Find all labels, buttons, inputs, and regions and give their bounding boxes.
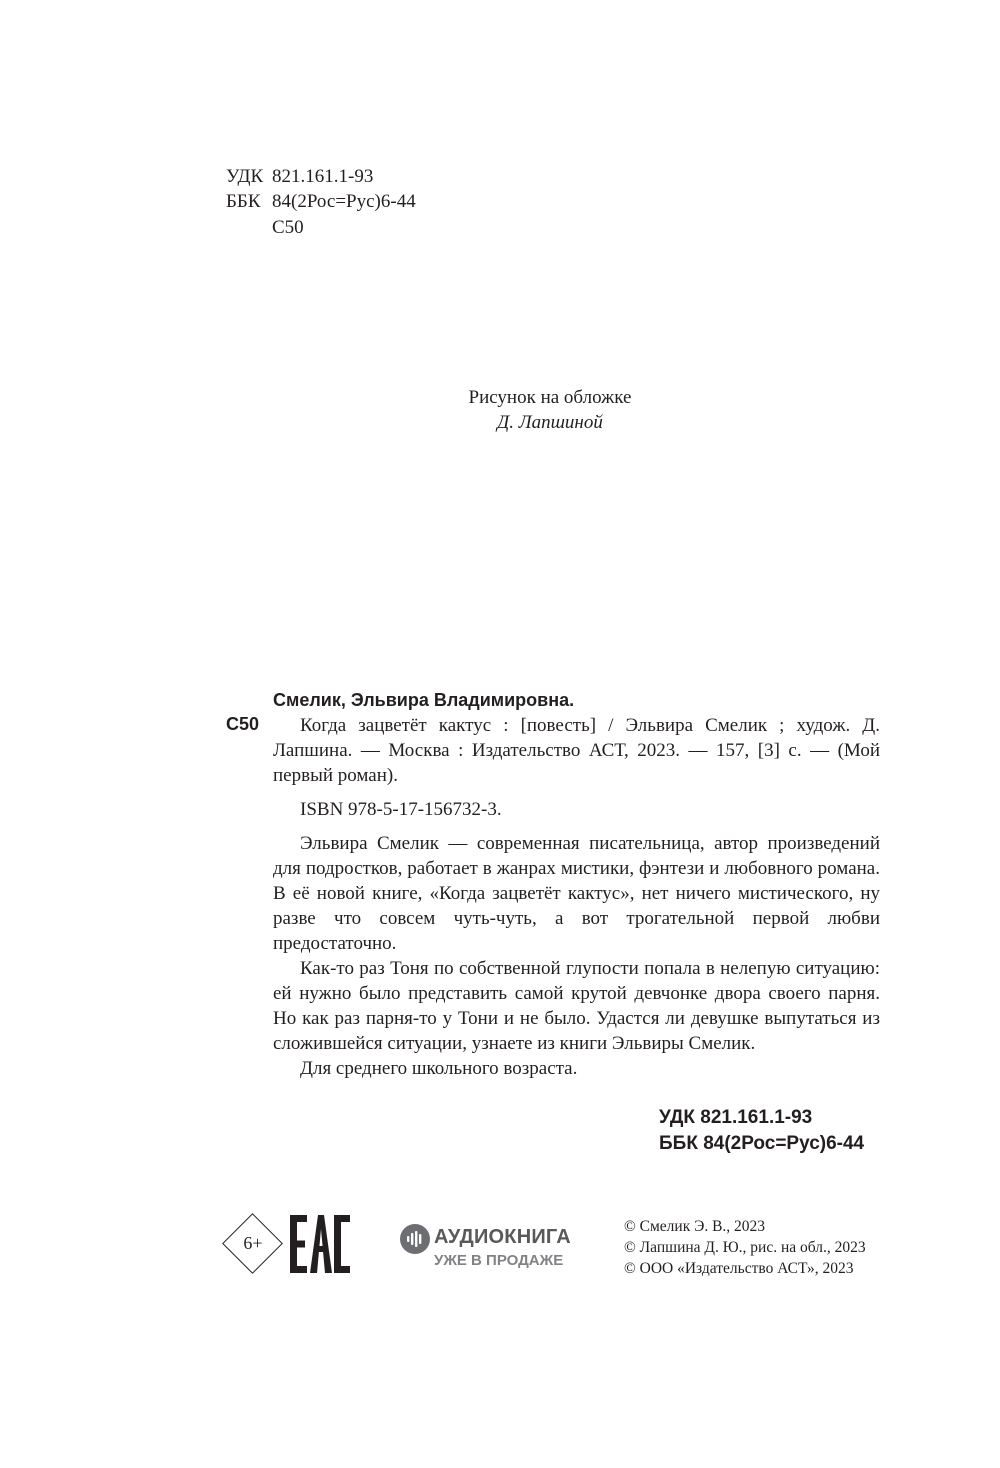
- author-mark: С50: [272, 217, 304, 238]
- catalog-annotation-2: Как-то раз Тоня по собственной глупости попала в нелепую ситуацию: ей нужно было представить самой крутой девчонке двора своего парня. Но как раз парня-то у Тони и не было. Удастся ли девушке выпутаться из сложившейся ситуации, узнаете из книги Эльвиры Смелик.: [273, 958, 880, 1054]
- cover-credit-line1: Рисунок на обложке: [468, 387, 632, 408]
- udk-label: УДК: [226, 166, 264, 187]
- cover-credit: [380, 385, 720, 435]
- audiobook-subtitle: УЖЕ В ПРОДАЖЕ: [434, 1252, 564, 1269]
- catalog-code: С50: [226, 714, 260, 734]
- audiobook-badge: [400, 1222, 590, 1278]
- catalog-isbn: ISBN 978-5-17-156732-3.: [300, 799, 502, 820]
- catalog-biblio: Когда зацветёт кактус : [повесть] / Эльвира Смелик ; худож. Д. Лапшина. — Москва : Издательство АСТ, 2023. — 157, [3] с. — (Мой первый роман).: [273, 715, 880, 786]
- catalog-annotation-1: Эльвира Смелик — современная писательница, автор произведений для подростков, работает в жанрах мистики, фэнтези и любовного романа. В её новой книге, «Когда зацветёт кактус», нет ничего мистического, ну разве что совсем чуть-чуть, а вот трогательной первой любви предостаточно.: [273, 833, 880, 954]
- catalog-codes: [659, 1105, 864, 1157]
- cover-credit-illustrator: Д. Лапшиной: [497, 412, 603, 433]
- copyright-line: © Лапшина Д. Ю., рис. на обл., 2023: [624, 1239, 866, 1256]
- age-rating-badge: [222, 1213, 284, 1275]
- udk-line: [226, 165, 373, 189]
- eac-mark-icon: [290, 1215, 350, 1273]
- age-rating-text: 6+: [243, 1233, 263, 1253]
- bbk-value: 84(2Рос=Рус)6-44: [272, 191, 416, 212]
- catalog-udk: УДК 821.161.1-93: [659, 1107, 813, 1128]
- bbk-label: ББК: [226, 191, 261, 212]
- audiobook-title: АУДИОКНИГА: [434, 1226, 571, 1248]
- catalog-audience: Для среднего школьного возраста.: [300, 1058, 578, 1079]
- copyright-block: [624, 1216, 866, 1279]
- catalog-author: Смелик, Эльвира Владимировна.: [273, 690, 575, 710]
- udk-value: 821.161.1-93: [272, 166, 374, 187]
- catalog-bbk: ББК 84(2Рос=Рус)6-44: [659, 1133, 865, 1154]
- audiobook-icon: [400, 1224, 430, 1254]
- bbk-line: [226, 190, 416, 214]
- copyright-line: © ООО «Издательство АСТ», 2023: [624, 1260, 854, 1277]
- copyright-line: © Смелик Э. В., 2023: [624, 1218, 766, 1235]
- catalog-card: [273, 688, 880, 1081]
